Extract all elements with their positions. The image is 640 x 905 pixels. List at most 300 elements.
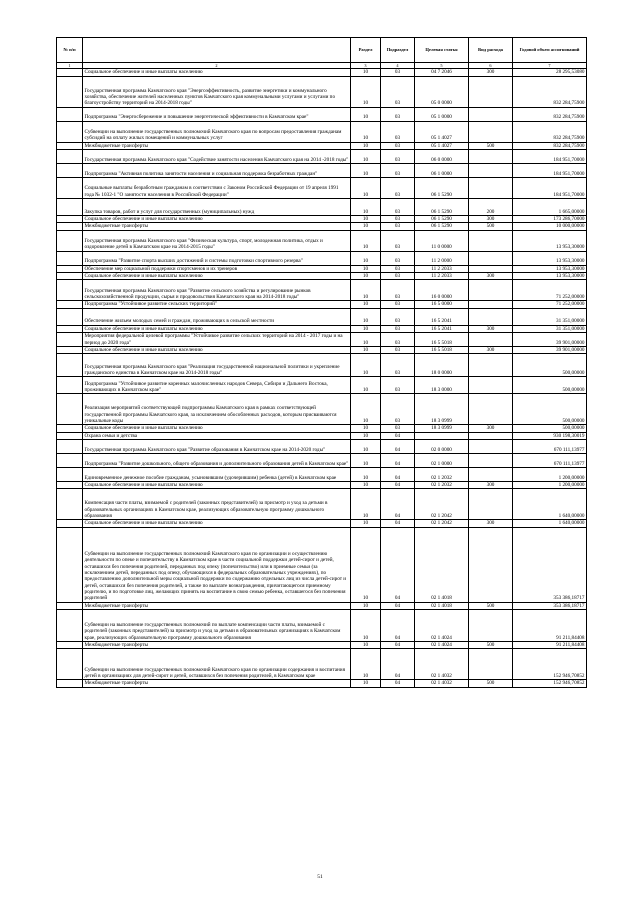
row-razdel: 10 xyxy=(351,394,381,425)
row-amount: 91 211,84408 xyxy=(513,610,587,642)
table-row xyxy=(57,602,587,609)
row-target: 05 1 0000 xyxy=(415,107,469,121)
table-row xyxy=(57,489,587,520)
row-amount: 353 386,18717 xyxy=(513,602,587,609)
row-vid xyxy=(469,649,513,680)
row-razdel: 10 xyxy=(351,432,381,439)
table-row xyxy=(57,177,587,198)
row-name: Субвенции на выполнение государственных полномочий Камчатского края по организации и осуществлению деятельности по опеке и попечительству в Камчатском крае в части социальной поддержки детей-сирот и детей, оставшихся без попечения родителей, переданных под опеку (попечительство) или в приемные семьи (за исключением детей, переданных под опеку, обучающихся в федеральных образовательных учреждениях), по предоставлению дополнительной меры социальной поддержки по содержанию отдельных лиц из числа детей-сирот и детей, оставшихся без попечения родителей, а также по выплате вознаграждения, причитающегося приемному родителю, и по подготовке лиц, желающих принять на воспитание в свою семью ребенка, оставшегося без попечения родителей xyxy=(83,527,351,602)
row-target: 16 5 5018 xyxy=(415,346,469,353)
row-number xyxy=(57,377,83,394)
header-razdel: Раздел xyxy=(351,38,381,63)
row-number xyxy=(57,142,83,149)
row-target: 02 1 0000 xyxy=(415,454,469,468)
row-amount: 10 000,00000 xyxy=(513,223,587,230)
row-vid xyxy=(469,301,513,308)
row-target: 16 5 0000 xyxy=(415,301,469,308)
row-target: 02 1 4024 xyxy=(415,610,469,642)
row-amount: 930 198,30019 xyxy=(513,432,587,439)
row-podrazdel: 03 xyxy=(381,149,415,163)
table-row xyxy=(57,354,587,377)
row-vid xyxy=(469,440,513,454)
row-vid xyxy=(469,489,513,520)
row-name: Социальное обеспечение и иные выплаты населению xyxy=(83,482,351,489)
row-vid xyxy=(469,265,513,272)
row-podrazdel: 04 xyxy=(381,642,415,649)
row-podrazdel: 03 xyxy=(381,121,415,142)
table-row xyxy=(57,527,587,602)
column-number: 3 xyxy=(351,63,381,69)
row-razdel: 10 xyxy=(351,177,381,198)
row-podrazdel: 03 xyxy=(381,76,415,107)
row-vid xyxy=(469,377,513,394)
table-row xyxy=(57,642,587,649)
row-vid xyxy=(469,468,513,482)
row-number xyxy=(57,527,83,602)
row-vid: 300 xyxy=(469,215,513,222)
header-target: Целевая статья xyxy=(415,38,469,63)
table-row xyxy=(57,308,587,325)
row-podrazdel: 03 xyxy=(381,251,415,265)
row-number xyxy=(57,520,83,527)
row-vid xyxy=(469,610,513,642)
row-target: 02 1 4024 xyxy=(415,642,469,649)
table-row xyxy=(57,440,587,454)
row-number xyxy=(57,308,83,325)
row-vid xyxy=(469,354,513,377)
row-razdel: 10 xyxy=(351,325,381,332)
row-vid: 500 xyxy=(469,142,513,149)
row-number xyxy=(57,489,83,520)
row-number xyxy=(57,642,83,649)
table-row xyxy=(57,454,587,468)
row-number xyxy=(57,265,83,272)
row-number xyxy=(57,440,83,454)
row-name: Межбюджетные трансферты xyxy=(83,642,351,649)
row-target: 02 1 4032 xyxy=(415,649,469,680)
row-name: Реализация мероприятий соответствующей подпрограммы Камчатского края в рамках соответствующей государственной программы Камчатского края, за исключением обособленных расходов, которым присваиваются уникальные коды xyxy=(83,394,351,425)
row-podrazdel: 03 xyxy=(381,425,415,432)
table-row xyxy=(57,468,587,482)
row-vid xyxy=(469,76,513,107)
document-page xyxy=(56,37,586,688)
table-row xyxy=(57,69,587,76)
row-number xyxy=(57,121,83,142)
row-podrazdel: 04 xyxy=(381,432,415,439)
row-vid: 300 xyxy=(469,425,513,432)
row-name: Социальное обеспечение и иные выплаты населению xyxy=(83,325,351,332)
row-name: Социальное обеспечение и иные выплаты населению xyxy=(83,272,351,279)
row-vid: 300 xyxy=(469,69,513,76)
budget-table xyxy=(56,37,587,688)
row-name: Закупка товаров, работ и услуг для государственных (муниципальных) нужд xyxy=(83,198,351,215)
row-number xyxy=(57,394,83,425)
row-name: Государственная программа Камчатского края "Развитие сельского хозяйства и регулирование рынков сельскохозяйственной продукции, сырья и продовольствия Камчатского края на 2014-2018 годы" xyxy=(83,280,351,301)
table-row xyxy=(57,280,587,301)
row-podrazdel: 03 xyxy=(381,280,415,301)
table-row xyxy=(57,163,587,177)
row-vid xyxy=(469,149,513,163)
row-amount: 152 946,70852 xyxy=(513,680,587,687)
row-name: Подпрограмма "Активная политика занятости населения и социальная поддержка безработных граждан" xyxy=(83,163,351,177)
header-amount: Годовой объем ассигнований xyxy=(513,38,587,63)
row-razdel: 10 xyxy=(351,149,381,163)
row-amount: 832 284,75900 xyxy=(513,76,587,107)
row-target: 05 1 4027 xyxy=(415,121,469,142)
row-razdel: 10 xyxy=(351,308,381,325)
row-target: 18 0 0000 xyxy=(415,354,469,377)
row-amount: 31 351,00000 xyxy=(513,325,587,332)
row-vid: 500 xyxy=(469,223,513,230)
row-razdel: 10 xyxy=(351,69,381,76)
table-row xyxy=(57,425,587,432)
row-name: Субвенции на выполнение государственных полномочий по выплате компенсации части платы, взимаемой с родителей (законных представителей) за присмотр и уход за детьми в образовательных организациях в Камчатском крае, реализующих образовательную программу дошкольного образования xyxy=(83,610,351,642)
row-razdel: 10 xyxy=(351,354,381,377)
row-target: 11 2 2033 xyxy=(415,272,469,279)
row-podrazdel: 04 xyxy=(381,649,415,680)
row-podrazdel: 03 xyxy=(381,377,415,394)
row-vid: 200 xyxy=(469,198,513,215)
row-number xyxy=(57,649,83,680)
row-vid: 300 xyxy=(469,482,513,489)
row-amount: 1 200,00000 xyxy=(513,468,587,482)
column-number: 5 xyxy=(415,63,469,69)
row-amount: 500,00000 xyxy=(513,394,587,425)
row-amount: 71 252,00000 xyxy=(513,280,587,301)
row-razdel: 10 xyxy=(351,265,381,272)
row-podrazdel: 03 xyxy=(381,223,415,230)
header-num: № п/п xyxy=(57,38,83,63)
row-razdel: 10 xyxy=(351,230,381,251)
table-row xyxy=(57,432,587,439)
row-name: Государственная программа Камчатского края "Реализация государственной национальной политики и укрепление гражданского единства в Камчатском крае на 2014-2018 годы" xyxy=(83,354,351,377)
row-name: Межбюджетные трансферты xyxy=(83,223,351,230)
row-podrazdel: 04 xyxy=(381,468,415,482)
row-razdel: 10 xyxy=(351,468,381,482)
row-amount: 13 953,30000 xyxy=(513,230,587,251)
row-vid xyxy=(469,230,513,251)
row-podrazdel: 03 xyxy=(381,215,415,222)
row-name: Межбюджетные трансферты xyxy=(83,680,351,687)
row-podrazdel: 04 xyxy=(381,527,415,602)
row-target: 11 0 0000 xyxy=(415,230,469,251)
table-row xyxy=(57,272,587,279)
row-podrazdel: 03 xyxy=(381,272,415,279)
row-name: Государственная программа Камчатского края "Физическая культура, спорт, молодежная политика, отдых и оздоровление детей в Камчатском крае на 2014-2015 годы" xyxy=(83,230,351,251)
row-target: 06 0 0000 xyxy=(415,149,469,163)
row-podrazdel: 04 xyxy=(381,454,415,468)
row-razdel: 10 xyxy=(351,121,381,142)
row-podrazdel: 03 xyxy=(381,346,415,353)
row-razdel: 10 xyxy=(351,527,381,602)
row-number xyxy=(57,163,83,177)
row-number xyxy=(57,107,83,121)
row-podrazdel: 03 xyxy=(381,230,415,251)
row-name: Обеспечение мер социальной поддержки спортсменов и их тренеров xyxy=(83,265,351,272)
row-target: 16 5 2041 xyxy=(415,308,469,325)
row-vid xyxy=(469,121,513,142)
table-row xyxy=(57,332,587,346)
row-number xyxy=(57,198,83,215)
row-number xyxy=(57,149,83,163)
row-target: 05 1 4027 xyxy=(415,142,469,149)
row-number xyxy=(57,280,83,301)
row-target: 02 1 4018 xyxy=(415,527,469,602)
row-number xyxy=(57,223,83,230)
row-target: 11 2 0000 xyxy=(415,251,469,265)
row-amount: 1 665,00000 xyxy=(513,198,587,215)
row-razdel: 10 xyxy=(351,482,381,489)
row-number xyxy=(57,432,83,439)
table-row xyxy=(57,649,587,680)
row-name: Социальное обеспечение и иные выплаты населению xyxy=(83,69,351,76)
row-razdel: 10 xyxy=(351,332,381,346)
row-amount: 353 386,18717 xyxy=(513,527,587,602)
row-amount: 28 295,53080 xyxy=(513,69,587,76)
row-razdel: 10 xyxy=(351,489,381,520)
row-amount: 1 640,00000 xyxy=(513,489,587,520)
row-target: 18 3 0999 xyxy=(415,425,469,432)
row-podrazdel: 03 xyxy=(381,325,415,332)
row-vid: 300 xyxy=(469,325,513,332)
row-amount: 184 951,70000 xyxy=(513,149,587,163)
row-razdel: 10 xyxy=(351,377,381,394)
row-amount: 832 284,75900 xyxy=(513,142,587,149)
row-number xyxy=(57,251,83,265)
row-target: 06 1 5290 xyxy=(415,223,469,230)
row-name: Подпрограмма "Устойчивое развитие сельских территорий" xyxy=(83,301,351,308)
row-razdel: 10 xyxy=(351,520,381,527)
header-name xyxy=(83,38,351,63)
row-vid xyxy=(469,332,513,346)
row-number xyxy=(57,454,83,468)
row-amount: 670 111,13977 xyxy=(513,454,587,468)
row-number xyxy=(57,610,83,642)
row-podrazdel: 03 xyxy=(381,177,415,198)
row-name: Государственная программа Камчатского края "Содействие занятости населения Камчатского края на 2014 -2018 годы" xyxy=(83,149,351,163)
row-number xyxy=(57,346,83,353)
table-row xyxy=(57,215,587,222)
row-number xyxy=(57,425,83,432)
row-name: Социальное обеспечение и иные выплаты населению xyxy=(83,520,351,527)
table-row xyxy=(57,377,587,394)
row-vid: 500 xyxy=(469,680,513,687)
row-vid xyxy=(469,280,513,301)
row-vid xyxy=(469,251,513,265)
row-amount: 13 953,30000 xyxy=(513,251,587,265)
row-vid: 500 xyxy=(469,602,513,609)
row-amount: 91 211,84408 xyxy=(513,642,587,649)
row-razdel: 10 xyxy=(351,642,381,649)
row-target xyxy=(415,432,469,439)
table-body xyxy=(57,69,587,688)
row-amount: 500,00000 xyxy=(513,425,587,432)
row-amount: 832 284,75900 xyxy=(513,121,587,142)
row-razdel: 10 xyxy=(351,272,381,279)
row-razdel: 10 xyxy=(351,280,381,301)
row-podrazdel: 04 xyxy=(381,482,415,489)
row-target: 16 0 0000 xyxy=(415,280,469,301)
row-number xyxy=(57,602,83,609)
row-razdel: 10 xyxy=(351,649,381,680)
row-name: Межбюджетные трансферты xyxy=(83,142,351,149)
row-razdel: 10 xyxy=(351,76,381,107)
row-number xyxy=(57,325,83,332)
column-number: 1 xyxy=(57,63,83,69)
row-razdel: 10 xyxy=(351,163,381,177)
table-row xyxy=(57,251,587,265)
row-vid xyxy=(469,107,513,121)
row-name: Подпрограмма "Энергосбережение и повышение энергетической эффективности в Камчатском крае" xyxy=(83,107,351,121)
row-podrazdel: 03 xyxy=(381,265,415,272)
row-vid: 300 xyxy=(469,346,513,353)
row-amount: 1 200,00000 xyxy=(513,482,587,489)
row-name: Обеспечение жильем молодых семей и граждан, проживающих в сельской местности xyxy=(83,308,351,325)
row-name: Субвенции на выполнение государственных полномочий Камчатского края по вопросам предоставления гражданам субсидий на оплату жилых помещений и коммунальных услуг xyxy=(83,121,351,142)
row-name: Охрана семьи и детства xyxy=(83,432,351,439)
row-razdel: 10 xyxy=(351,440,381,454)
row-podrazdel: 04 xyxy=(381,440,415,454)
row-podrazdel: 04 xyxy=(381,680,415,687)
row-vid xyxy=(469,454,513,468)
row-name: Социальное обеспечение и иные выплаты населению xyxy=(83,425,351,432)
row-razdel: 10 xyxy=(351,215,381,222)
row-target: 11 2 2033 xyxy=(415,265,469,272)
row-amount: 670 111,13977 xyxy=(513,440,587,454)
row-vid xyxy=(469,527,513,602)
row-name: Компенсация части платы, взимаемой с родителей (законных представителей) за присмотр и уход за детьми в образовательных организациях в Камчатском крае, реализующих образовательную программу дошкольного образования xyxy=(83,489,351,520)
table-row xyxy=(57,482,587,489)
row-podrazdel: 03 xyxy=(381,394,415,425)
row-razdel: 10 xyxy=(351,107,381,121)
table-row xyxy=(57,198,587,215)
row-name: Государственная программа Камчатского края "Развитие образования в Камчатском крае на 2014-2020 годы" xyxy=(83,440,351,454)
row-amount: 832 284,75900 xyxy=(513,107,587,121)
row-podrazdel: 03 xyxy=(381,354,415,377)
row-podrazdel: 04 xyxy=(381,610,415,642)
row-number xyxy=(57,215,83,222)
column-number: 7 xyxy=(513,63,587,69)
row-number xyxy=(57,468,83,482)
row-target: 04 7 2046 xyxy=(415,69,469,76)
row-number xyxy=(57,76,83,107)
row-target: 02 1 2032 xyxy=(415,482,469,489)
row-vid xyxy=(469,163,513,177)
row-target: 06 1 0000 xyxy=(415,163,469,177)
row-name: Подпрограмма "Развитие спорта высших достижений и системы подготовки спортивного резерва" xyxy=(83,251,351,265)
row-target: 18 3 0000 xyxy=(415,377,469,394)
row-podrazdel: 03 xyxy=(381,107,415,121)
row-target: 02 0 0000 xyxy=(415,440,469,454)
row-razdel: 10 xyxy=(351,301,381,308)
row-target: 06 1 5290 xyxy=(415,215,469,222)
row-amount: 500,00000 xyxy=(513,354,587,377)
row-razdel: 10 xyxy=(351,198,381,215)
row-razdel: 10 xyxy=(351,251,381,265)
row-target: 18 3 0999 xyxy=(415,394,469,425)
row-podrazdel: 03 xyxy=(381,163,415,177)
row-name: Социальное обеспечение и иные выплаты населению xyxy=(83,346,351,353)
row-amount: 13 953,30000 xyxy=(513,265,587,272)
row-razdel: 10 xyxy=(351,610,381,642)
column-number: 6 xyxy=(469,63,513,69)
row-amount: 39 901,00000 xyxy=(513,346,587,353)
row-vid: 500 xyxy=(469,642,513,649)
row-razdel: 10 xyxy=(351,680,381,687)
row-amount: 173 286,70000 xyxy=(513,215,587,222)
row-amount: 13 953,30000 xyxy=(513,272,587,279)
row-podrazdel: 04 xyxy=(381,602,415,609)
table-row xyxy=(57,142,587,149)
row-razdel: 10 xyxy=(351,142,381,149)
row-podrazdel: 04 xyxy=(381,489,415,520)
row-amount: 500,00000 xyxy=(513,377,587,394)
row-name: Подпрограмма "Устойчивое развитие коренных малочисленных народов Севера, Сибири и Дальнего Востока, проживающих в Камчатском крае" xyxy=(83,377,351,394)
row-vid xyxy=(469,177,513,198)
header-podrazdel: Подраздел xyxy=(381,38,415,63)
table-row xyxy=(57,149,587,163)
row-number xyxy=(57,680,83,687)
row-amount: 39 901,00000 xyxy=(513,332,587,346)
row-name: Государственная программа Камчатского края "Энергоэффективность, развитие энергетики и коммунального хозяйства, обеспечение жителей населенных пунктов Камчатского края коммунальными услугами и услугами по благоустройству территорий на 2014-2018 годы" xyxy=(83,76,351,107)
row-podrazdel: 03 xyxy=(381,69,415,76)
table-row xyxy=(57,325,587,332)
row-vid xyxy=(469,308,513,325)
row-target: 02 1 2042 xyxy=(415,520,469,527)
row-razdel: 10 xyxy=(351,346,381,353)
row-target: 05 0 0000 xyxy=(415,76,469,107)
row-name: Социальные выплаты безработным гражданам в соответствии с Законом Российской Федерации от 19 апреля 1991 года № 1032-1 "О занятости населения в Российской Федерации" xyxy=(83,177,351,198)
row-vid xyxy=(469,432,513,439)
row-number xyxy=(57,69,83,76)
row-target: 16 5 2041 xyxy=(415,325,469,332)
table-row xyxy=(57,394,587,425)
row-podrazdel: 03 xyxy=(381,308,415,325)
row-amount: 152 946,70852 xyxy=(513,649,587,680)
table-row xyxy=(57,610,587,642)
row-target: 02 1 4018 xyxy=(415,602,469,609)
row-name: Единовременное денежное пособие гражданам, усыновившим (удочерившим) ребенка (детей) в Камчатском крае xyxy=(83,468,351,482)
row-name: Субвенции на выполнение государственных полномочий Камчатского края по организации содержания и воспитания детей в организациях для детей-сирот и детей, оставшихся без попечения родителей, в Камчатском крае xyxy=(83,649,351,680)
row-vid xyxy=(469,394,513,425)
row-name: Подпрограмма "Развитие дошкольного, общего образования и дополнительного образования детей в Камчатском крае" xyxy=(83,454,351,468)
row-name: Мероприятия федеральной целевой программы "Устойчивое развитие сельских территорий на 2014 - 2017 годы и на период до 2020 года" xyxy=(83,332,351,346)
row-target: 06 1 5290 xyxy=(415,198,469,215)
row-podrazdel: 03 xyxy=(381,332,415,346)
table-row xyxy=(57,230,587,251)
row-vid: 300 xyxy=(469,272,513,279)
row-amount: 184 951,70000 xyxy=(513,163,587,177)
row-amount: 71 252,00000 xyxy=(513,301,587,308)
row-number xyxy=(57,301,83,308)
table-row xyxy=(57,223,587,230)
row-target: 16 5 5018 xyxy=(415,332,469,346)
header-vid: Вид расхода xyxy=(469,38,513,63)
table-row xyxy=(57,346,587,353)
row-number xyxy=(57,177,83,198)
table-row xyxy=(57,680,587,687)
row-podrazdel: 04 xyxy=(381,520,415,527)
row-target: 02 1 2042 xyxy=(415,489,469,520)
table-row xyxy=(57,107,587,121)
row-amount: 1 640,00000 xyxy=(513,520,587,527)
table-row xyxy=(57,121,587,142)
column-number: 4 xyxy=(381,63,415,69)
row-razdel: 10 xyxy=(351,223,381,230)
table-row xyxy=(57,301,587,308)
row-number xyxy=(57,482,83,489)
row-name: Межбюджетные трансферты xyxy=(83,602,351,609)
